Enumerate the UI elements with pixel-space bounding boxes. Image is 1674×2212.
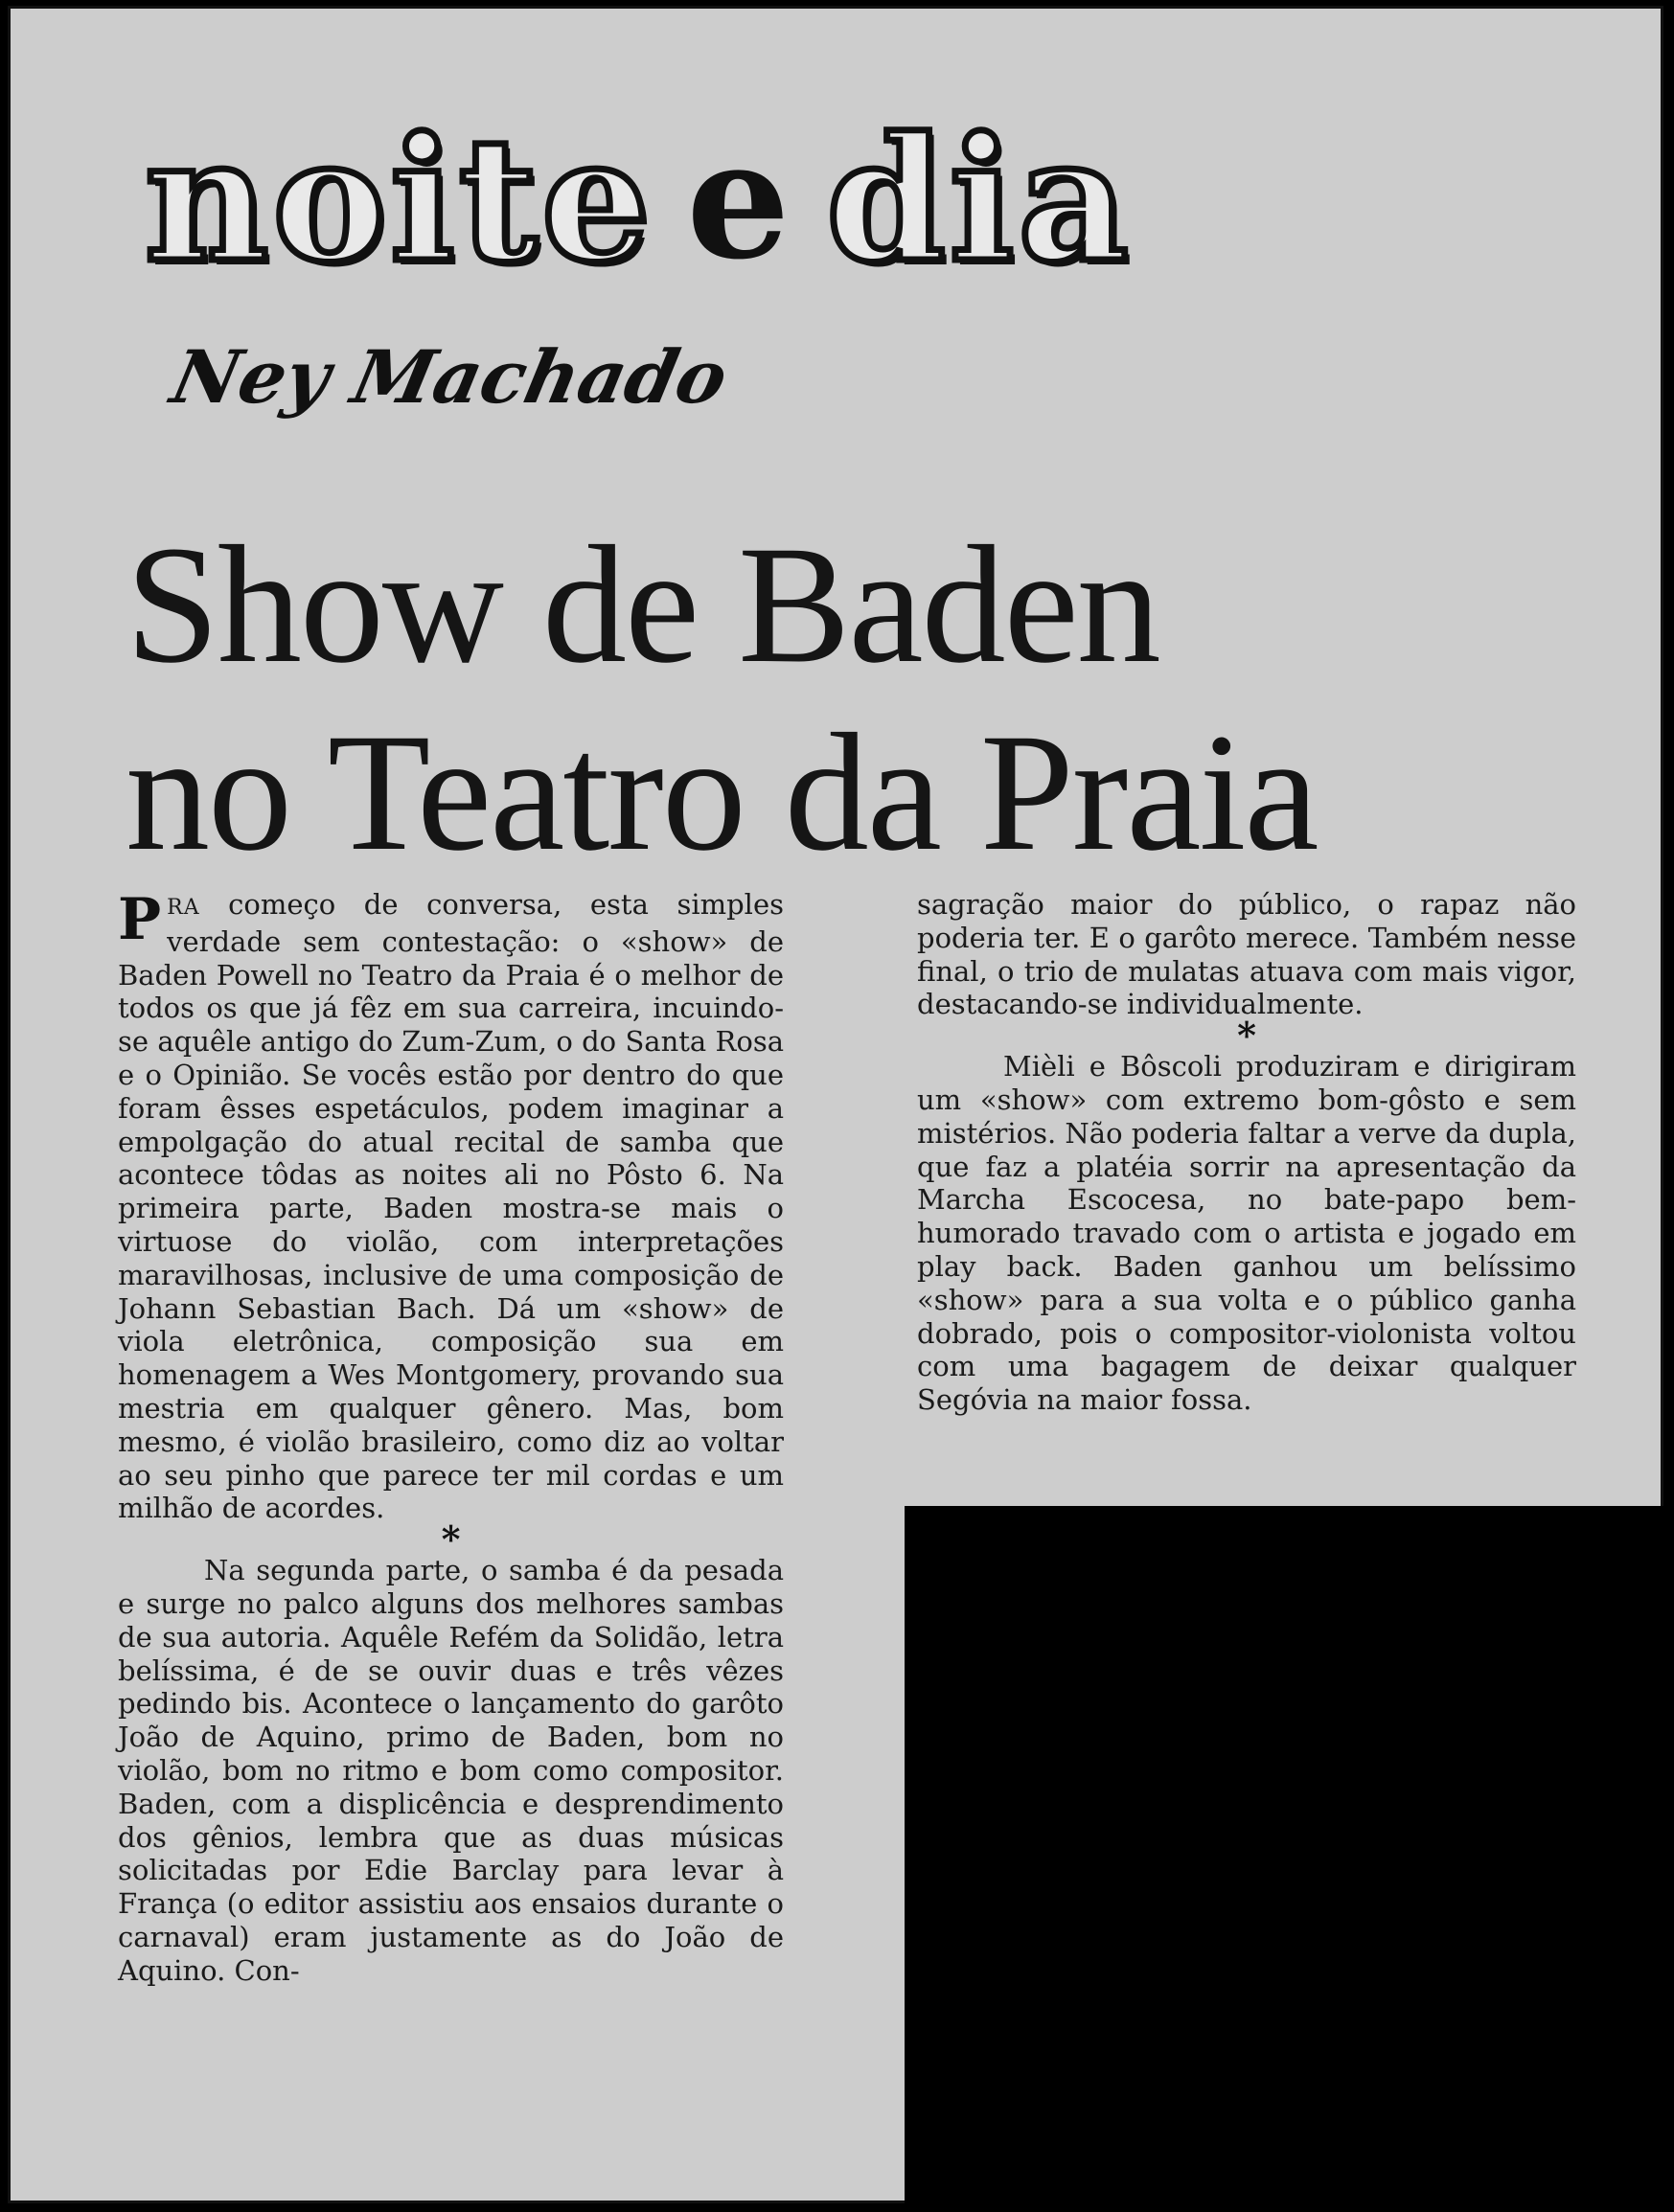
paragraph-1 [118,888,784,1525]
paragraph-1-text: começo de conversa, esta simples verdade sem contestação: o «show» de Baden Powell no Teatro da Praia é o melhor de todos os que já fêz em sua carreira, incuindo-se aquêle antigo do Zum-Zum, o do Santa Rosa e o Opinião. Se vocês estão por dentro do que foram êsses espetáculos, podem imaginar a empolgação do atual recital de samba que acontece tôdas as noites ali no Pôsto 6. Na primeira parte, Baden mostra-se mais o virtuose do violão, com interpretações maravilhosas, inclusive de uma composição de Johann Sebastian Bach. Dá um «show» de viola eletrônica, composição sua em homenagem a Wes Montgomery, provando sua mestria em qualquer gênero. Mas, bom mesmo, é violão brasileiro, como diz ao voltar ao seu pinho que parece ter mil cordas e um milhão de acordes. [118,888,784,1525]
article-headline [126,512,1505,887]
headline-line-2: no Teatro da Praia [126,699,1318,886]
paragraph-2-continuation: sagração maior do público, o rapaz não poderia ter. E o garôto merece. Também nesse final, o trio de mulatas atuava com mais vigor, destacando-se individualmente. [917,888,1576,1021]
paragraph-3: Mièli e Bôscoli produziram e dirigiram um «show» com extremo bom-gôsto e sem mistérios. Não poderia faltar a verve da dupla, que faz a platéia sorrir na apresentação da Marcha Escocesa, no bate-papo bem-humorado travado com o artista e jogado em play back. Baden ganhou um belíssimo «show» para a sua volta e o público ganha dobrado, pois o compositor-violonista voltou com uma bagagem de deixar qualquer Segóvia na maior fossa. [917,1050,1576,1417]
article-column-right [917,888,1576,1417]
masked-area [905,1506,1674,2212]
headline-line-1: Show de Baden [126,512,1159,698]
column-title-word-2: dia [826,100,1133,300]
section-separator: * [441,1517,461,1562]
column-title-conjunction: e [686,104,794,296]
article-column-left [118,888,784,1988]
column-title [145,100,1505,300]
lead-in-caps: RA [167,896,200,920]
section-separator: * [1237,1014,1256,1058]
paragraph-2: Na segunda parte, o samba é da pesada e surge no palco alguns dos melhores sambas de sua autoria. Aquêle Refém da Solidão, letra belíssima, é de se ouvir duas e três vêzes pedindo bis. Acontece o lançamento do garôto João de Aquino, primo de Baden, bom no violão, bom no ritmo e bom como compositor. Baden, com a displicência e desprendimento dos gênios, lembra que as duas músicas solicitadas por Edie Barclay para levar à França (o editor assistiu aos ensaios durante o carnaval) eram justamente as do João de Aquino. Con- [118,1554,784,1987]
column-title-word-1: noite [145,100,654,300]
author-byline: Ney Machado [164,334,735,420]
drop-cap: P [118,886,162,953]
